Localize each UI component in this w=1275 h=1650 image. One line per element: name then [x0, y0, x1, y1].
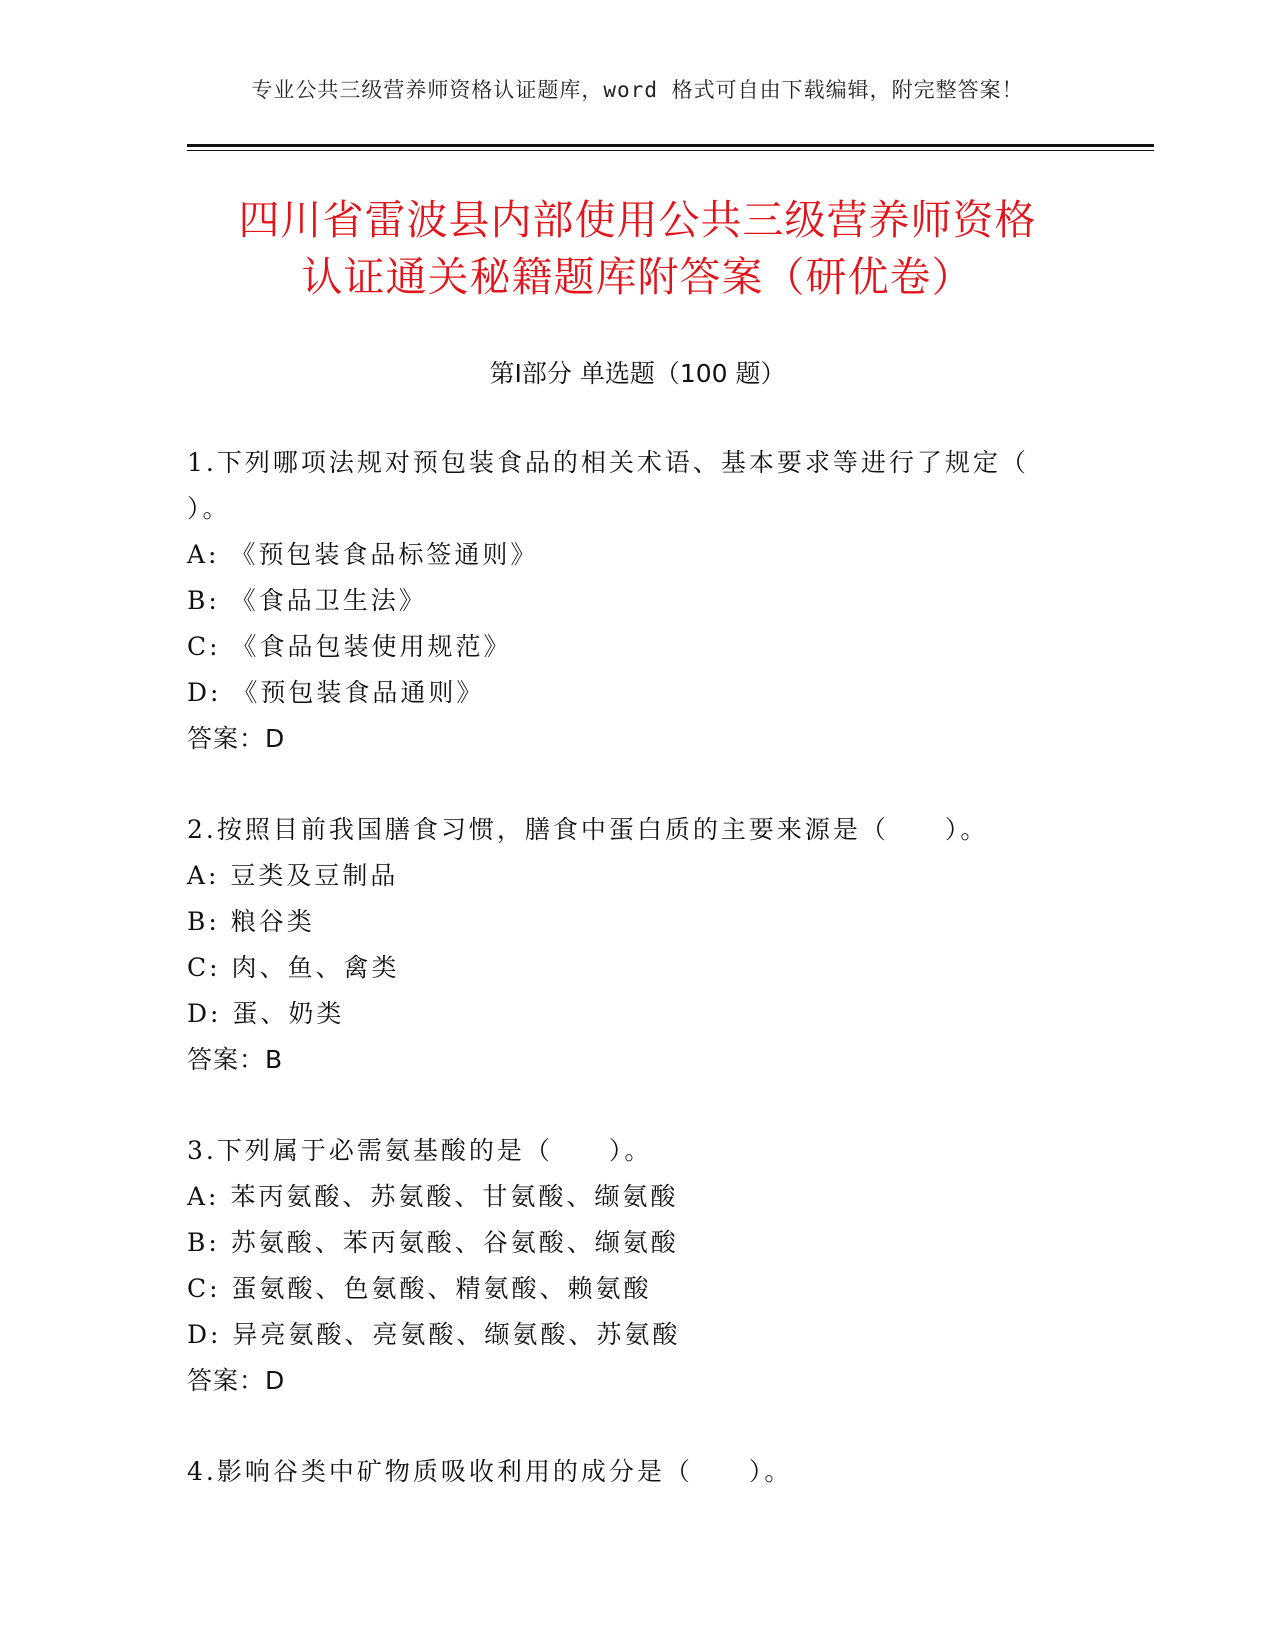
- question-stem: 3.下列属于必需氨基酸的是（ ）。: [187, 1136, 653, 1165]
- option-c: C: 肉、鱼、禽类: [187, 953, 400, 982]
- option-d: D: 蛋、奶类: [187, 999, 345, 1028]
- section-heading: 第Ⅰ部分 单选题（100 题）: [489, 359, 786, 388]
- question-4: [187, 1449, 1067, 1495]
- option-c: C: 《食品包装使用规范》: [187, 632, 512, 661]
- option-b: B: 粮谷类: [187, 907, 315, 936]
- answer: 答案：B: [187, 1045, 284, 1074]
- document-title: [150, 192, 1125, 306]
- option-a: A: 豆类及豆制品: [187, 861, 399, 890]
- option-c: C: 蛋氨酸、色氨酸、精氨酸、赖氨酸: [187, 1274, 652, 1303]
- question-spacer: [187, 1083, 1067, 1128]
- question-list: [187, 440, 1067, 1495]
- header-rule-thin: [187, 150, 1154, 151]
- title-line-1: 四川省雷波县内部使用公共三级营养师资格: [238, 196, 1037, 244]
- question-3: [187, 1128, 1067, 1404]
- question-stem: 2.按照目前我国膳食习惯，膳食中蛋白质的主要来源是（ ）。: [187, 815, 989, 844]
- question-spacer: [187, 1404, 1067, 1449]
- option-d: D: 《预包装食品通则》: [187, 678, 485, 707]
- option-d: D: 异亮氨酸、亮氨酸、缬氨酸、苏氨酸: [187, 1320, 681, 1349]
- header-note: 专业公共三级营养师资格认证题库，word 格式可自由下载编辑，附完整答案！: [251, 78, 1024, 102]
- question-stem: 1.下列哪项法规对预包装食品的相关术语、基本要求等进行了规定（ ）。: [187, 448, 1029, 523]
- title-line-2: 认证通关秘籍题库附答案（研优卷）: [301, 253, 974, 301]
- question-1: [187, 440, 1067, 762]
- question-spacer: [187, 762, 1067, 807]
- question-2: [187, 807, 1067, 1083]
- option-a: A: 苯丙氨酸、苏氨酸、甘氨酸、缬氨酸: [187, 1182, 679, 1211]
- option-a: A: 《预包装食品标签通则》: [187, 540, 539, 569]
- question-stem: 4.影响谷类中矿物质吸收利用的成分是（ ）。: [187, 1457, 793, 1486]
- option-b: B: 苏氨酸、苯丙氨酸、谷氨酸、缬氨酸: [187, 1228, 679, 1257]
- option-b: B: 《食品卫生法》: [187, 586, 427, 615]
- header-rule-thick: [187, 144, 1154, 147]
- answer: 答案：D: [187, 1366, 286, 1395]
- answer: 答案：D: [187, 724, 286, 753]
